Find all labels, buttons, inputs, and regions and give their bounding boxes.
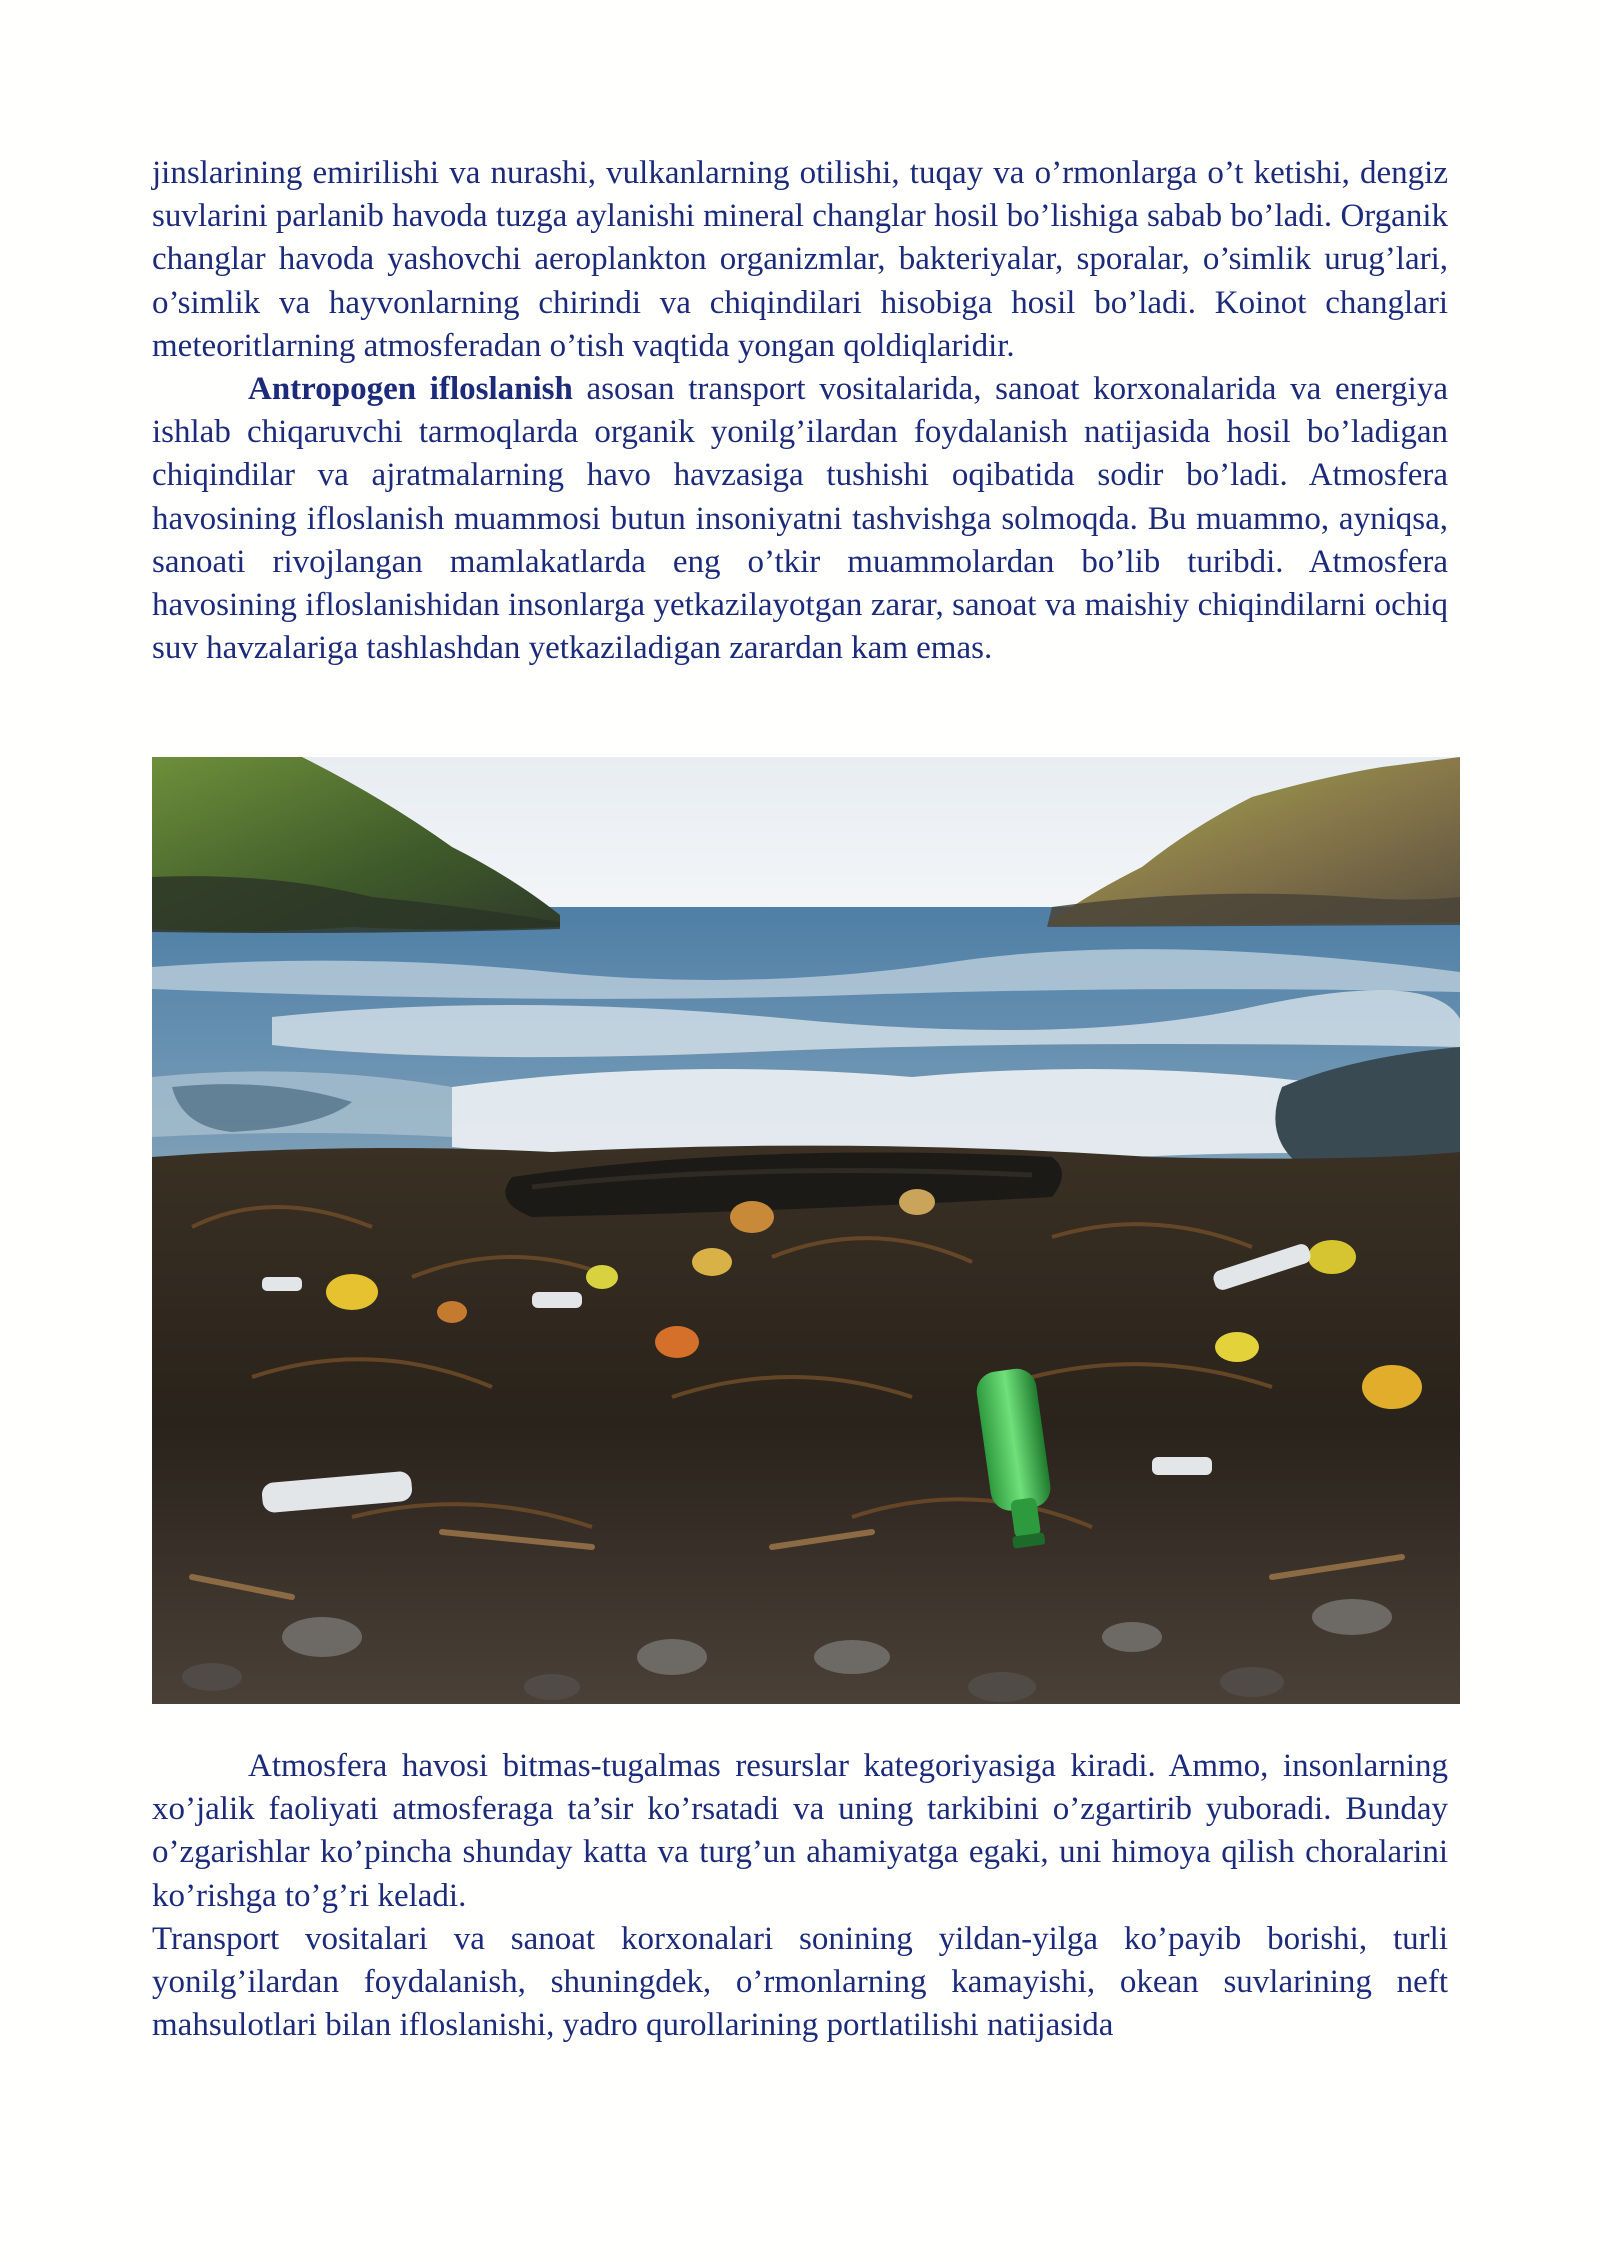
top-text-block (152, 152, 1448, 670)
paragraph-renewable-resource: Atmosfera havosi bitmas-tugalmas resurslar kategoriyasiga kiradi. Ammo, insonlarning xo’jalik faoliyati atmosferaga ta’sir ko’rsatadi va uning tarkibini o’zgartirib yuboradi. Bunday o’zgarishlar ko’pincha shunday katta va turg’un ahamiyatga egaki, uni himoya qilish choralarini ko’rishga to’g’ri keladi. (152, 1748, 1448, 1914)
paragraph-transport-pollution: Transport vositalari va sanoat korxonalari sonining yildan-yilga ko’payib borishi, turli yonilg’ilardan foydalanish, shuningdek, o’rmonlarning kamayishi, okean suvlarining neft mahsulotlari bilan ifloslanishi, yadro qurollarining portlatilishi natijasida (152, 1920, 1448, 2044)
term-antropogen-ifloslanish: Antropogen ifloslanish (248, 371, 573, 408)
paragraph-anthropogen (152, 368, 1448, 670)
paragraph-anthropogen-body: asosan transport vositalarida, sanoat korxonalarida va energiya ishlab chiqaruvchi tarmoqlarda organik yonilg’ilardan foydalanish natijasida hosil bo’ladigan chiqindilar va ajratmalarning havo havzasiga tushishi oqibatida sodir bo’ladi. Atmosfera havosining ifloslanish muammosi butun insoniyatni tashvishga solmoqda. Bu muammo, ayniqsa, sanoati rivojlangan mamlakatlarda eng o’tkir muammolardan bo’lib turibdi. Atmosfera havosining ifloslanishidan insonlarga yetkazilayotgan zarar, sanoat va maishiy chiqindilarni ochiq suv havzalariga tashlashdan yetkaziladigan zarardan kam emas. (152, 371, 1448, 667)
paragraph-natural-dust: jinslarining emirilishi va nurashi, vulkanlarning otilishi, tuqay va o’rmonlarga o’t ketishi, dengiz suvlarini parlanib havoda tuzga aylanishi mineral changlar hosil bo’lishiga sabab bo’ladi. Organik changlar havoda yashovchi aeroplankton organizmlar, bakteriyalar, sporalar, o’simlik urug’lari, o’simlik va hayvonlarning chirindi va chiqindilari hisobiga hosil bo’ladi. Koinot changlari meteoritlarning atmosferadan o’tish vaqtida yongan qoldiqlaridir. (152, 155, 1448, 364)
bottom-text-block (152, 1745, 1448, 2047)
polluted-beach-photo (152, 757, 1460, 1704)
